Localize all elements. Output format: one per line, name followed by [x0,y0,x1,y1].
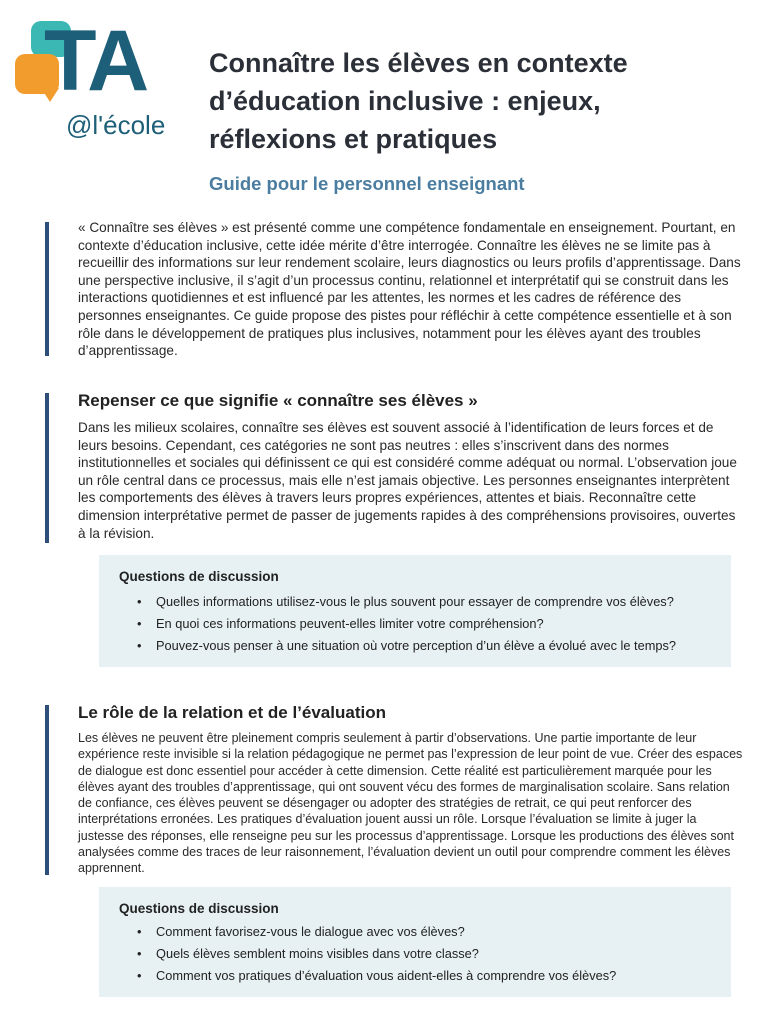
list-item: • Quels élèves semblent moins visibles dans votre classe? [137,943,616,965]
section1-heading: Repenser ce que signifie « connaître ses élèves » [78,391,478,410]
page-title: Connaître les élèves en contexte d’éducation inclusive : enjeux, réflexions et pratiques [209,48,628,154]
page-subtitle: Guide pour le personnel enseignant [209,173,525,194]
section1-accent-bar [45,393,49,543]
section1-paragraph: Dans les milieux scolaires, connaître ses élèves est souvent associé à l’identification de leurs forces et de leurs besoins. Cependant, ces catégories ne sont pas neutres : elles s’inscrivent dans des normes institutionnelles et sociales qui définissent ce qui est considéré comme adéquat ou normal. L’observation joue un rôle central dans ce processus, mais elle n’est jamais objective. Les personnes enseignantes interprètent les comportements des élèves à travers leurs propres expériences, attentes et biais. Reconnaître cette dimension interprétative permet de passer de jugements rapides à des compréhensions provisoires, ouvertes à la révision. [78,420,737,541]
section2-questions-title: Questions de discussion [119,901,279,916]
section2-questions-list [137,921,616,987]
list-item: • Comment favorisez-vous le dialogue avec vos élèves? [137,921,616,943]
logo-subtext: @l'école [66,110,166,140]
intro-paragraph: « Connaître ses élèves » est présenté comme une compétence fondamentale en enseignement. Pourtant, en contexte d’éducation inclusive, cette idée mérite d’être interrogée. Connaître les élèves ne se limite pas à recueillir des informations sur leur rendement scolaire, leurs diagnostics ou leurs profils d’apprentissage. Dans une perspective inclusive, il s’agit d’un processus continu, relationnel et interprétatif qui se construit dans les interactions quotidiennes et est influencé par les attentes, les normes et les cadres de référence des personnes enseignantes. Ce guide propose des pistes pour réfléchir à cette compétence essentielle et à son rôle dans le développement de pratiques plus inclusives, notamment pour les élèves ayant des troubles d’apprentissage. [78,220,741,359]
section1-questions-title: Questions de discussion [119,569,279,584]
section2-paragraph: Les élèves ne peuvent être pleinement compris seulement à partir d’observations. Une partie importante de leur expérience reste invisible si la relation pédagogique ne permet pas l’expression de leur point de vue. Créer des espaces de dialogue est donc essentiel pour accéder à cette dimension. Cette réalité est particulièrement marquée pour les élèves ayant des troubles d’apprentissage, qui ont souvent vécu des formes de marginalisation scolaire. Sans relation de confiance, ces élèves peuvent se désengager ou adopter des stratégies de retrait, ce qui peut renforcer des interprétations erronées. Les pratiques d’évaluation jouent aussi un rôle. Lorsque l’évaluation se limite à juger la justesse des réponses, elle renseigne peu sur les processus d’apprentissage. Lorsque les productions des élèves sont analysées comme des traces de leur raisonnement, l’évaluation devient un outil pour comprendre comment les élèves apprennent. [78,731,743,876]
section2-accent-bar [45,705,49,875]
section1-questions-list [137,591,676,657]
logo-ta-text: TA [44,13,147,109]
section1-questions-box [99,555,731,667]
section2-heading: Le rôle de la relation et de l’évaluation [78,703,386,722]
list-item: • Pouvez-vous penser à une situation où votre perception d’un élève a évolué avec le temps? [137,635,676,657]
list-item: • En quoi ces informations peuvent-elles limiter votre compréhension? [137,613,676,635]
list-item: • Quelles informations utilisez-vous le plus souvent pour essayer de comprendre vos élèves? [137,591,676,613]
list-item: • Comment vos pratiques d’évaluation vous aident-elles à comprendre vos élèves? [137,965,616,987]
intro-accent-bar [45,222,49,356]
section2-questions-box [99,887,731,997]
